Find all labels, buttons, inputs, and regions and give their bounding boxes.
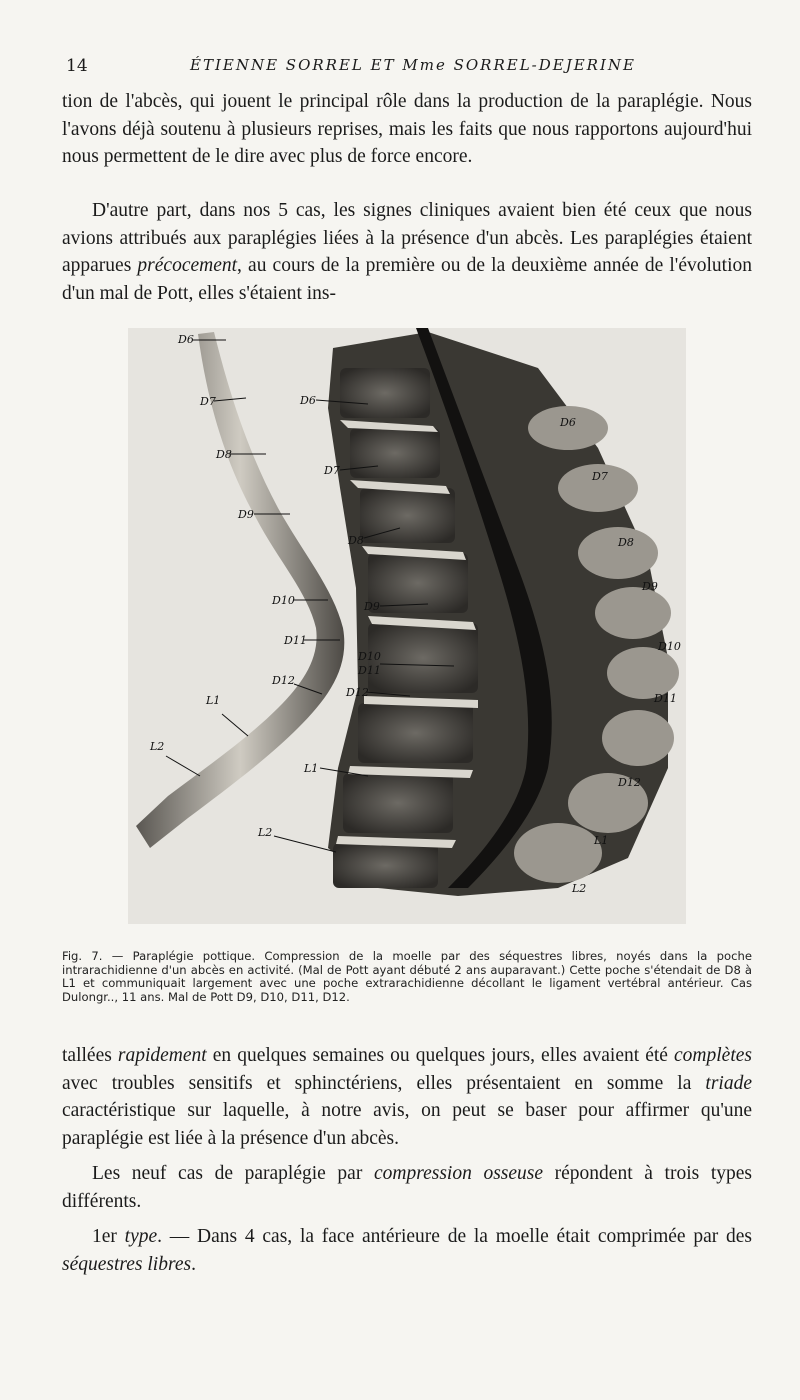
paragraph-2: D'autre part, dans nos 5 cas, les signes cliniques avaient bien été ceux que nous avions attribués aux paraplégies liées à la présence d'un abcès. Les paraplégies étaient apparues précocement, au cours de la première ou de la deuxième année de l'évolution d'un mal de Pott, elles s'étaient ins- [62, 200, 752, 304]
fig-label-arch-d7: D7 [592, 470, 608, 483]
fig-label-arch-l1: L1 [594, 834, 609, 847]
fig-label-cord-d11: D11 [284, 634, 307, 647]
spine-illustration [128, 328, 686, 924]
fig-label-arch-d10: D10 [658, 640, 681, 653]
figure-spine-photograph [128, 328, 686, 924]
fig-label-cord-l1: L1 [206, 694, 221, 707]
fig-label-arch-d8: D8 [618, 536, 634, 549]
page-number: 14 [66, 56, 88, 76]
paragraph-3: tallées rapidement en quelques semaines ou quelques jours, elles avaient été complètes avec troubles sensitifs et sphinctériens, elles présentaient en somme la triade caractéristique sur laquelle, à notre avis, on peut se baser pour affirmer qu'une paraplégie est liée à la présence d'un abcès. [62, 1045, 752, 1149]
fig-label-body-d7: D7 [324, 464, 340, 477]
fig-label-body-d9: D9 [364, 600, 380, 613]
fig-label-body-l1: L1 [304, 762, 319, 775]
fig-label-arch-d12: D12 [618, 776, 641, 789]
fig-label-body-d8: D8 [348, 534, 364, 547]
fig-label-body-d12: D12 [346, 686, 369, 699]
running-head: ÉTIENNE SORREL ET Mme SORREL-DEJERINE [190, 56, 636, 74]
fig-label-body-d11: D11 [358, 664, 381, 677]
paragraph-1: tion de l'abcès, qui jouent le principal rôle dans la production de la paraplégie. Nous l'avons déjà soutenu à plusieurs reprises, mais les faits que nous rapportons aujourd'hui nous permettent de le dire avec plus de force encore. [62, 91, 752, 167]
fig-label-cord-d10: D10 [272, 594, 295, 607]
fig-label-cord-d12: D12 [272, 674, 295, 687]
fig-label-body-d10: D10 [358, 650, 381, 663]
fig-label-cord-d7: D7 [200, 395, 216, 408]
fig-label-cord-l2: L2 [150, 740, 165, 753]
paragraph-5: 1er type. — Dans 4 cas, la face antérieure de la moelle était comprimée par des séquestres libres. [62, 1226, 752, 1275]
fig-label-cord-d9: D9 [238, 508, 254, 521]
fig-label-cord-d6: D6 [178, 333, 194, 346]
fig-label-arch-l2: L2 [572, 882, 587, 895]
fig-label-arch-d6: D6 [560, 416, 576, 429]
paragraph-4: Les neuf cas de paraplégie par compression osseuse répondent à trois types différents. [62, 1163, 752, 1212]
fig-label-body-l2: L2 [258, 826, 273, 839]
fig-label-body-d6: D6 [300, 394, 316, 407]
figure-caption: Fig. 7. — Paraplégie pottique. Compression de la moelle par des séquestres libres, noyés dans la poche intrarachidienne d'un abcès en activité. (Mal de Pott ayant débuté 2 ans auparavant.) Cette poche s'étendait de D8 à L1 et communiquait largement avec une poche extrarachidienne décollant le ligament vertébral antérieur. Cas Dulongr.., 11 ans. Mal de Pott D9, D10, D11, D12. [62, 949, 752, 1004]
fig-label-arch-d11: D11 [654, 692, 677, 705]
fig-label-cord-d8: D8 [216, 448, 232, 461]
fig-label-arch-d9: D9 [642, 580, 658, 593]
